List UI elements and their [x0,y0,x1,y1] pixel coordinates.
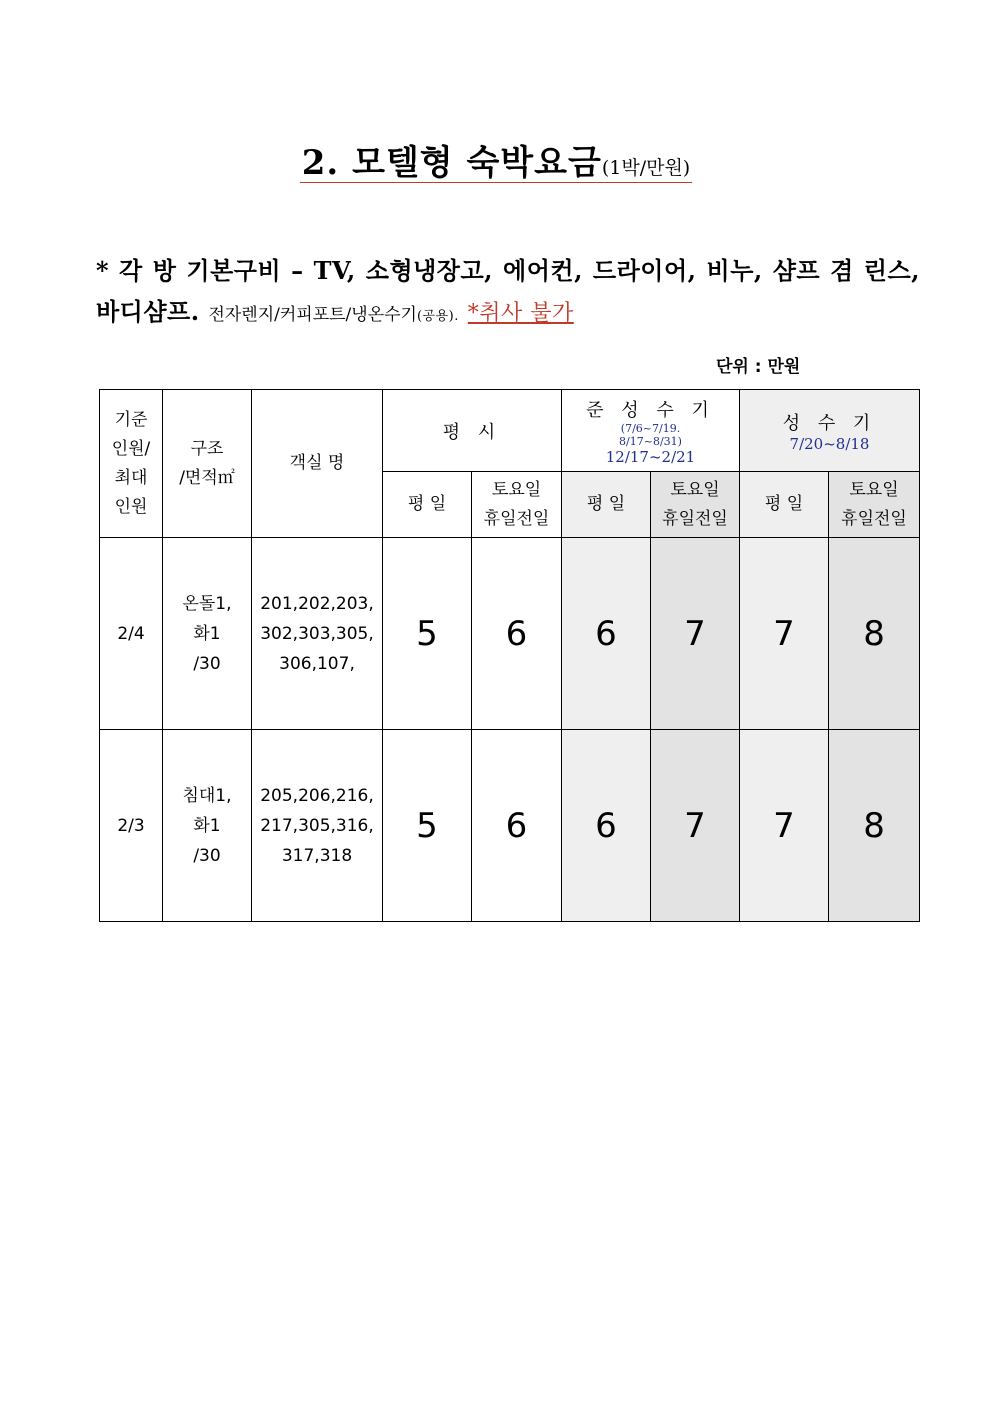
price-shoulder-saturday: 7 [651,538,740,730]
table-row [100,730,920,922]
header-saturday-line: 토요일 [670,479,720,500]
header-saturday-line: 휴일전일 [662,508,728,529]
shoulder-season-range: (7/6~7/19. [620,421,681,435]
structure-line: /30 [193,653,221,674]
no-cooking-notice: *취사 불가 [467,301,574,326]
header-capacity-line: 최대 [114,467,148,488]
price-peak-weekday: 7 [740,730,829,922]
shared-appliances: 전자렌지/커피포트/냉온수기 [208,305,417,325]
rooms-line: 205,206,216, [260,785,374,806]
header-saturday [472,472,562,538]
structure-line: 화1 [193,623,221,644]
title-sub: (1박/만원) [601,157,691,179]
header-peak-season [740,390,920,472]
header-room-name: 객실 명 [252,390,383,538]
header-saturday-line: 토요일 [849,479,899,500]
header-weekday: 평 일 [562,472,651,538]
cell-structure [163,538,252,730]
cell-structure [163,730,252,922]
price-peak-weekday: 7 [740,538,829,730]
peak-season-dates: 7/20~8/18 [789,434,870,453]
rooms-line: 217,305,316, [260,815,374,836]
header-structure [163,390,252,538]
shoulder-season-range: 8/17~8/31) [619,434,682,448]
table-row [100,538,920,730]
rooms-line: 306,107, [279,653,355,674]
shoulder-season-dates: 12/17~2/21 [605,447,696,466]
price-off-weekday: 5 [383,538,472,730]
structure-line: 침대1, [182,785,232,806]
header-weekday: 평 일 [740,472,829,538]
cell-capacity: 2/4 [100,538,163,730]
price-off-weekday: 5 [383,730,472,922]
unit-label: 단위 : 만원 [716,357,801,377]
price-peak-saturday: 8 [829,538,920,730]
price-shoulder-saturday: 7 [651,730,740,922]
price-off-saturday: 6 [472,730,562,922]
price-shoulder-weekday: 6 [562,730,651,922]
header-saturday-line: 휴일전일 [483,508,550,529]
shoulder-season-label: 준 성 수 기 [586,399,715,421]
price-shoulder-weekday: 6 [562,538,651,730]
cell-rooms [252,730,383,922]
header-saturday-line: 휴일전일 [841,508,907,529]
structure-line: 온돌1, [182,593,232,614]
header-capacity-line: 인원/ [111,438,151,459]
cell-capacity: 2/3 [100,730,163,922]
peak-season-label: 성 수 기 [782,412,877,434]
header-capacity [100,390,163,538]
header-capacity-line: 기준 [114,409,148,430]
shared-note: (공용). [416,309,459,324]
price-off-saturday: 6 [472,538,562,730]
structure-line: /30 [193,845,221,866]
header-structure-line: 구조 [190,438,224,459]
header-off-season: 평 시 [383,390,562,472]
header-saturday [829,472,920,538]
page-title [0,143,992,183]
amenities-list: * 각 방 기본구비 – TV, 소형냉장고, 에어컨, 드라이어, 비누, 샴프 겸 린스, 바디샴프. [96,256,920,326]
header-capacity-line: 인원 [114,496,148,517]
structure-line: 화1 [193,815,221,836]
header-saturday [651,472,740,538]
amenities-notice [96,250,920,337]
header-saturday-line: 토요일 [491,479,542,500]
rooms-line: 317,318 [281,845,353,866]
rooms-line: 201,202,203, [260,593,374,614]
rooms-line: 302,303,305, [260,623,374,644]
rate-table [99,389,920,922]
cell-rooms [252,538,383,730]
price-peak-saturday: 8 [829,730,920,922]
header-weekday: 평 일 [383,472,472,538]
header-shoulder-season [562,390,740,472]
header-structure-line: /면적㎡ [179,467,235,488]
title-main: 2. 모텔형 숙박요금 [301,143,602,183]
